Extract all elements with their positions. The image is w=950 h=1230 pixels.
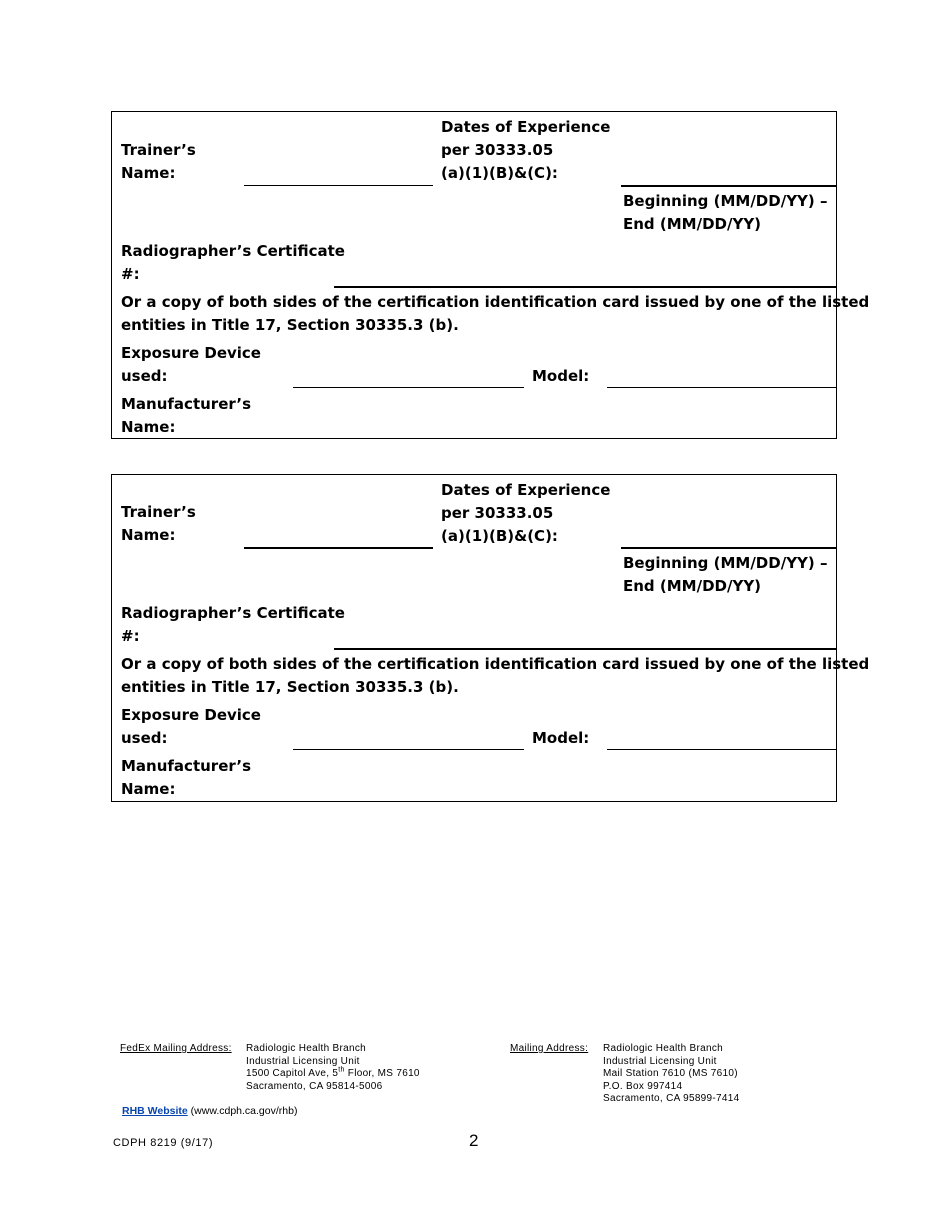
certificate-label: Radiographer’s Certificate #: bbox=[121, 604, 345, 645]
mailing-line: Radiologic Health Branch bbox=[603, 1043, 724, 1054]
exposure-device-label: Exposure Device used: bbox=[121, 706, 261, 747]
dates-field-line[interactable] bbox=[621, 547, 836, 549]
fedex-address bbox=[120, 1043, 232, 1056]
page-number: 2 bbox=[469, 1131, 479, 1150]
dates-of-experience-label: Dates of Experience per 30333.05 (a)(1)(B)&(C): bbox=[441, 118, 611, 182]
certificate-label: Radiographer’s Certificate #: bbox=[121, 242, 345, 283]
rhb-website bbox=[122, 1105, 297, 1117]
dates-field-line[interactable] bbox=[621, 185, 836, 187]
trainer-form-block bbox=[111, 111, 870, 439]
mailing-address-lines bbox=[603, 1043, 739, 1106]
exposure-device-field[interactable] bbox=[293, 749, 524, 750]
exposure-device-field[interactable] bbox=[293, 387, 524, 388]
mailing-line: Mail Station 7610 (MS 7610) bbox=[603, 1068, 738, 1080]
mailing-label: Mailing Address: bbox=[510, 1043, 589, 1054]
form-number: CDPH 8219 (9/17) bbox=[113, 1137, 214, 1149]
trainer-form-block bbox=[111, 474, 870, 802]
model-label: Model: bbox=[532, 367, 590, 385]
rhb-website-link[interactable]: RHB Website bbox=[122, 1105, 188, 1117]
trainer-name-field[interactable] bbox=[244, 547, 433, 549]
trainer-name-label: Trainer’s Name: bbox=[121, 503, 196, 544]
fedex-line: Radiologic Health Branch bbox=[246, 1043, 367, 1054]
manufacturer-label: Manufacturer’s Name: bbox=[121, 757, 252, 798]
beginning-end-label: Beginning (MM/DD/YY) – End (MM/DD/YY) bbox=[623, 554, 828, 595]
mailing-line: P.O. Box 997414 bbox=[603, 1080, 683, 1092]
trainer-name-label: Trainer’s Name: bbox=[121, 141, 196, 182]
trainer-name-field[interactable] bbox=[244, 185, 433, 186]
fedex-line: Industrial Licensing Unit bbox=[246, 1055, 360, 1067]
exposure-device-label: Exposure Device used: bbox=[121, 344, 261, 385]
mailing-line: Industrial Licensing Unit bbox=[603, 1055, 717, 1067]
model-field[interactable] bbox=[607, 749, 836, 750]
model-field[interactable] bbox=[607, 387, 836, 388]
model-label: Model: bbox=[532, 729, 590, 747]
fedex-address-lines bbox=[246, 1043, 420, 1093]
copy-note: Or a copy of both sides of the certification identification card issued by one of the listed entities in Title 17, Section 30335.3 (b). bbox=[121, 655, 870, 696]
certificate-field[interactable] bbox=[334, 286, 836, 288]
fedex-label: FedEx Mailing Address: bbox=[120, 1043, 232, 1054]
dates-of-experience-label: Dates of Experience per 30333.05 (a)(1)(B)&(C): bbox=[441, 481, 611, 545]
copy-note: Or a copy of both sides of the certification identification card issued by one of the listed entities in Title 17, Section 30335.3 (b). bbox=[121, 293, 870, 334]
manufacturer-label: Manufacturer’s Name: bbox=[121, 395, 252, 436]
fedex-line: Sacramento, CA 95814-5006 bbox=[246, 1080, 383, 1092]
beginning-end-label: Beginning (MM/DD/YY) – End (MM/DD/YY) bbox=[623, 192, 828, 233]
fedex-line: 1500 Capitol Ave, 5th Floor, MS 7610 bbox=[246, 1066, 420, 1080]
rhb-website-url: (www.cdph.ca.gov/rhb) bbox=[190, 1105, 298, 1117]
mailing-address bbox=[510, 1043, 588, 1056]
mailing-line: Sacramento, CA 95899-7414 bbox=[603, 1093, 740, 1105]
certificate-field[interactable] bbox=[334, 648, 836, 650]
